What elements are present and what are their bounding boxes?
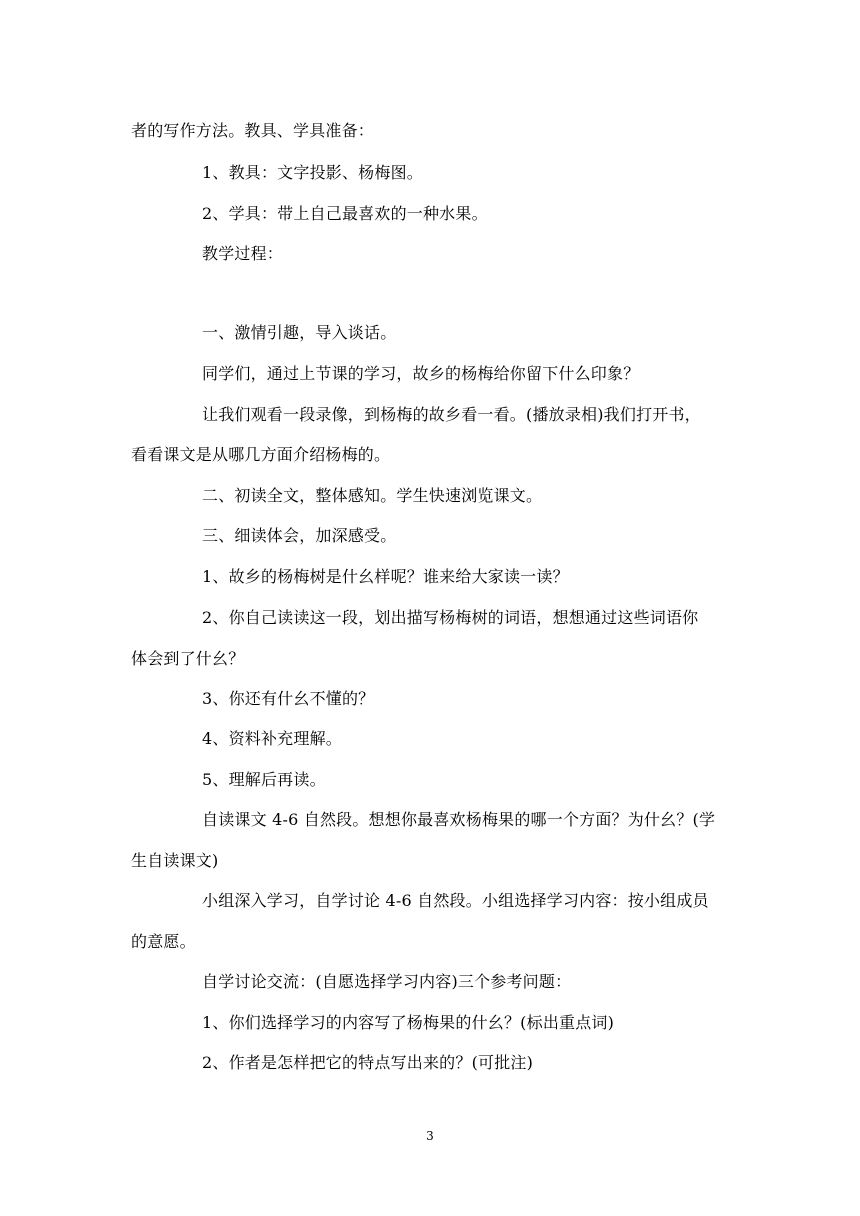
text-line: 3、你还有什幺不懂的？ [202,689,375,708]
text-line: 让我们观看一段录像，到杨梅的故乡看一看。(播放录相)我们打开书， [202,405,701,424]
text-line: 5、理解后再读。 [202,770,326,789]
text-line: 自读课文 4-6 自然段。想想你最喜欢杨梅果的哪一个方面？为什幺？(学 [202,810,716,829]
text-line: 2、你自己读读这一段，划出描写杨梅树的词语，想想通过这些词语你 [202,608,699,627]
text-line: 二、初读全文，整体感知。学生快速浏览课文。 [202,486,543,505]
page-number: 3 [426,1129,434,1143]
text-line: 看看课文是从哪几方面介绍杨梅的。 [131,445,391,464]
text-line: 教学过程： [202,244,284,263]
text-line: 1、教具：文字投影、杨梅图。 [202,163,423,182]
text-line: 1、你们选择学习的内容写了杨梅果的什幺？(标出重点词) [202,1013,615,1032]
text-line: 2、作者是怎样把它的特点写出来的？(可批注) [202,1053,534,1072]
text-line: 4、资料补充理解。 [202,729,342,748]
text-line: 三、细读体会，加深感受。 [202,526,397,545]
text-line: 者的写作方法。教具、学具准备： [131,121,375,140]
text-line: 2、学具：带上自己最喜欢的一种水果。 [202,204,488,223]
text-line: 的意愿。 [131,932,196,951]
text-line: 生自读课文) [131,851,219,870]
text-line: 体会到了什幺？ [131,649,245,668]
text-line: 自学讨论交流：(自愿选择学习内容)三个参考问题： [202,972,572,991]
text-line: 1、故乡的杨梅树是什幺样呢？谁来给大家读一读？ [202,567,569,586]
text-line: 同学们，通过上节课的学习，故乡的杨梅给你留下什么印象？ [202,364,640,383]
text-line: 一、激情引趣，导入谈话。 [202,323,397,342]
text-line: 小组深入学习，自学讨论 4-6 自然段。小组选择学习内容：按小组成员 [202,891,709,910]
